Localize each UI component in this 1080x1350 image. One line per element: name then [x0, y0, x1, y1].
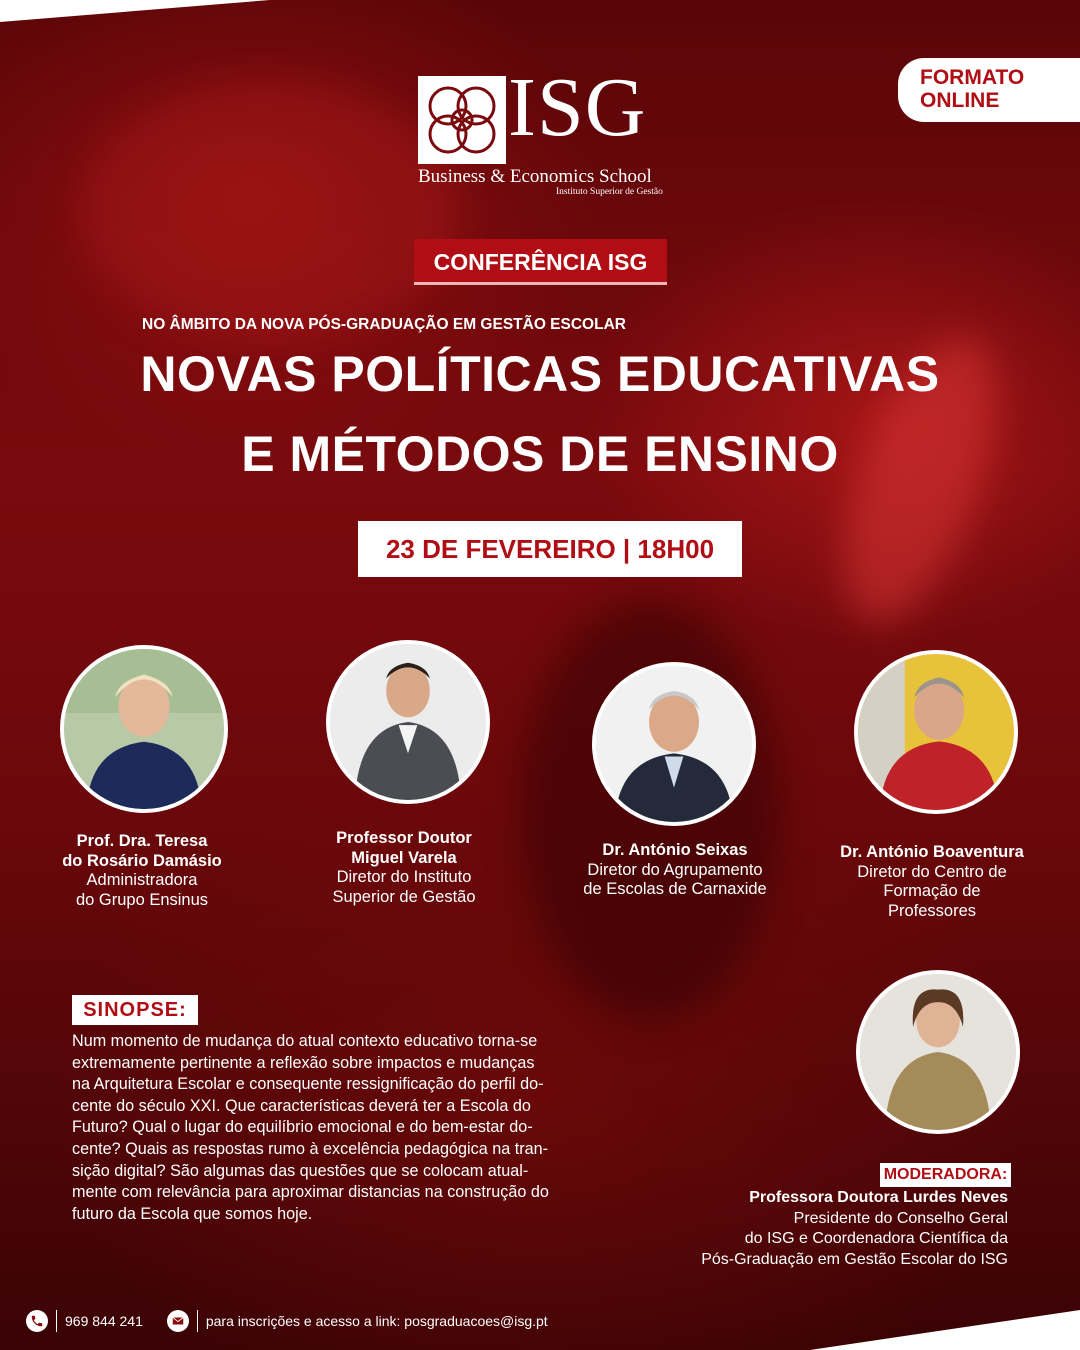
moderator-role: Pós-Graduação em Gestão Escolar do ISG — [701, 1250, 1008, 1268]
speaker-role: Administradora — [86, 871, 198, 889]
sinopse-label: SINOPSE: — [72, 995, 198, 1025]
speaker-role: Superior de Gestão — [332, 887, 476, 906]
speaker-role: Diretor do Agrupamento — [587, 860, 763, 879]
contact-footer — [26, 1308, 548, 1334]
corner-decoration — [0, 0, 270, 22]
moderator-photo — [856, 970, 1020, 1134]
moderator-role: do ISG e Coordenadora Científica da — [744, 1230, 1008, 1247]
moderator-name: Professora Doutora Lurdes Neves — [749, 1189, 1008, 1206]
speaker-info — [820, 843, 1044, 921]
speaker-info — [302, 829, 506, 907]
speaker-role: Diretor do Instituto — [336, 868, 472, 886]
format-line1: FORMATO — [920, 66, 1025, 89]
speaker-role: Diretor do Centro de — [857, 862, 1007, 881]
isg-logo — [418, 61, 668, 197]
background-blur — [80, 80, 460, 340]
sinopse-line: mente com relevância para aproximar distancias na construção do — [72, 1183, 549, 1202]
speaker-name: do Rosário Damásio — [62, 851, 222, 870]
logo-school: Business & Economics School — [418, 166, 652, 187]
sinopse-line: sição digital? São algumas das questões que se colocam atual- — [72, 1161, 529, 1180]
speaker-name: Miguel Varela — [351, 848, 457, 867]
speaker-photo — [854, 650, 1018, 814]
speaker-photo — [60, 645, 228, 813]
format-line2: ONLINE — [920, 89, 1000, 112]
sinopse-line: cente? Quais as respostas rumo à excelência pedagógica na tran- — [72, 1139, 549, 1158]
sinopse-line: Num momento de mudança do atual contexto educativo torna-se — [72, 1032, 538, 1050]
speaker-info — [42, 832, 242, 910]
logo-emblem-icon — [418, 76, 506, 164]
registration-link[interactable]: para inscrições e acesso a link: posgraduacoes@isg.pt — [205, 1313, 548, 1329]
moderator-label: MODERADORA: — [880, 1163, 1011, 1187]
email-icon — [167, 1310, 189, 1332]
phone-number[interactable]: 969 844 241 — [65, 1313, 143, 1329]
sinopse-line: futuro da Escola que somos hoje. — [72, 1204, 313, 1223]
phone-icon — [26, 1310, 48, 1332]
speaker-role: do Grupo Ensinus — [75, 890, 209, 909]
moderator-info — [588, 1188, 1008, 1270]
event-title-line1: NOVAS POLÍTICAS EDUCATIVAS — [140, 346, 940, 402]
sinopse-line: na Arquitetura Escolar e consequente ressignificação do perfil do- — [72, 1075, 544, 1094]
speaker-role: Professores — [887, 901, 977, 920]
speaker-photo — [326, 640, 490, 804]
event-title-line2: E MÉTODOS DE ENSINO — [241, 426, 839, 482]
speaker-name: Professor Doutor — [336, 829, 472, 847]
moderator-role: Presidente do Conselho Geral — [793, 1209, 1008, 1227]
speaker-name: Dr. António Boaventura — [840, 843, 1024, 861]
speaker-name: Prof. Dra. Teresa — [76, 832, 208, 850]
event-date: 23 DE FEVEREIRO | 18H00 — [358, 521, 742, 577]
sinopse-line: extremamente pertinente a reflexão sobre impactos e mudanças — [72, 1053, 535, 1072]
logo-institute: Instituto Superior de Gestão — [556, 187, 663, 197]
speaker-role: de Escolas de Carnaxide — [583, 880, 767, 898]
speaker-name: Dr. António Seixas — [602, 841, 748, 859]
sinopse-text — [72, 1031, 620, 1225]
sinopse-line: cente do século XXI. Que características deverá ter a Escola do — [72, 1096, 531, 1115]
event-type-banner: CONFERÊNCIA ISG — [414, 239, 667, 285]
event-context: NO ÂMBITO DA NOVA PÓS-GRADUAÇÃO EM GESTÃO ESCOLAR — [142, 316, 626, 333]
footer-divider — [197, 1310, 198, 1332]
corner-decoration — [810, 1310, 1080, 1350]
speaker-photo — [592, 662, 756, 826]
format-badge — [898, 58, 1080, 122]
speaker-info — [560, 841, 790, 900]
logo-wordmark: ISG — [508, 61, 647, 154]
footer-divider — [56, 1310, 57, 1332]
sinopse-line: Futuro? Qual o lugar do equilíbrio emocional e do bem-estar do- — [72, 1118, 533, 1137]
speaker-role: Formação de — [883, 882, 981, 900]
